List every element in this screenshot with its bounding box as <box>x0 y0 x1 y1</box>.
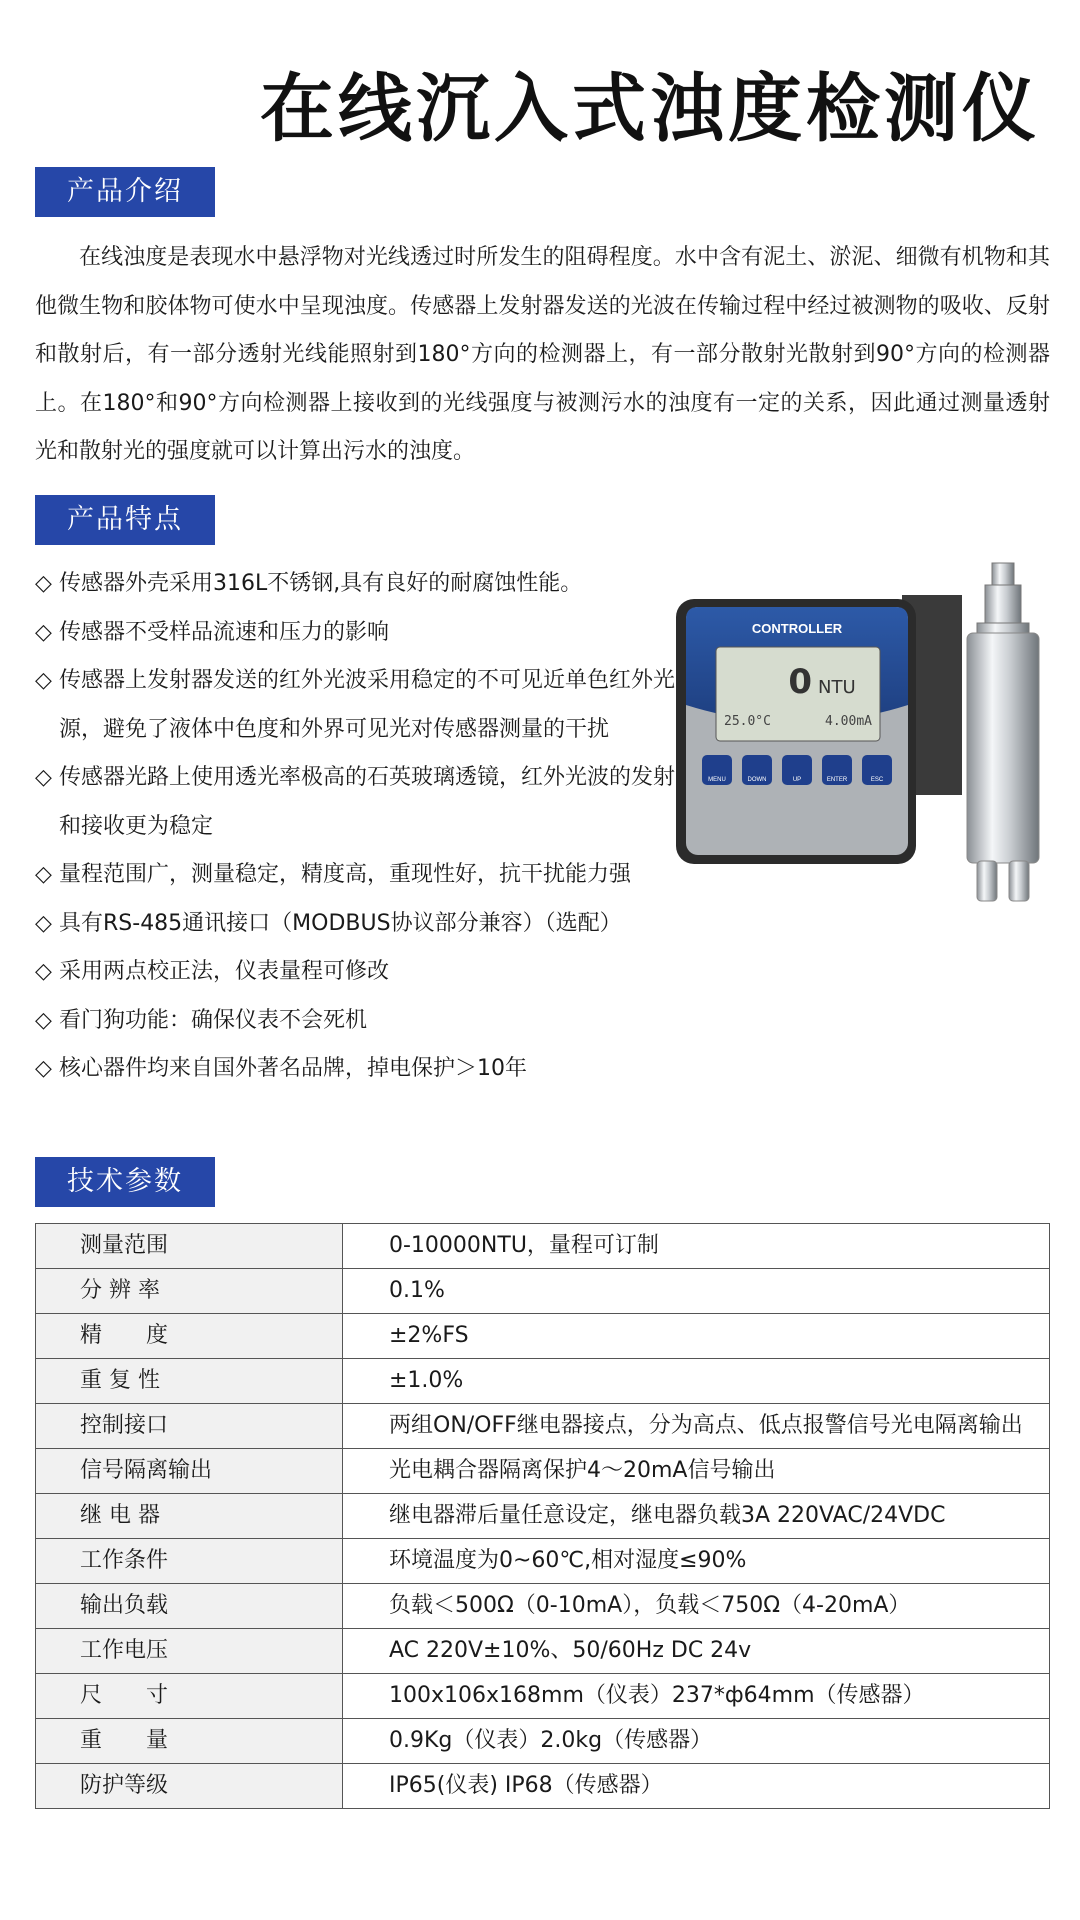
feature-text: 传感器光路上使用透光率极高的石英玻璃透镜，红外光波的发射和接收更为稳定 <box>59 765 676 839</box>
spec-row <box>36 1449 1050 1494</box>
spec-row <box>36 1359 1050 1404</box>
turbidity-device-image <box>672 555 1062 925</box>
spec-row <box>36 1584 1050 1629</box>
spec-value: 100x106x168mm（仪表）237*ф64mm（传感器） <box>343 1674 1050 1719</box>
feature-text: 传感器外壳采用316L不锈钢,具有良好的耐腐蚀性能。 <box>59 571 583 596</box>
feature-item <box>35 1045 675 1094</box>
feature-text: 传感器不受样品流速和压力的影响 <box>59 619 390 645</box>
spec-label: 控制接口 <box>36 1404 343 1449</box>
current-readout: 4.00mA <box>825 714 872 729</box>
feature-item <box>35 900 675 949</box>
controller-brand-label: CONTROLLER <box>751 621 843 636</box>
feature-item <box>35 560 675 609</box>
feature-item <box>35 851 675 900</box>
spec-label: 信号隔离输出 <box>36 1449 343 1494</box>
feature-list <box>35 560 675 1094</box>
controller-button-label: ENTER <box>826 777 848 783</box>
spec-row <box>36 1269 1050 1314</box>
controller-unit <box>676 595 962 864</box>
spec-row <box>36 1764 1050 1809</box>
spec-row <box>36 1719 1050 1764</box>
spec-label: 测量范围 <box>36 1224 343 1269</box>
controller-button-label: UP <box>792 777 802 783</box>
feature-text: 量程范围广，测量稳定，精度高，重现性好，抗干扰能力强 <box>59 862 632 887</box>
spec-label: 重 复 性 <box>36 1359 343 1404</box>
intro-paragraph: 在线浊度是表现水中悬浮物对光线透过时所发生的阻碍程度。水中含有泥土、淤泥、细微有机物和其他微生物和胶体物可使水中呈现浊度。传感器上发射器发送的光波在传输过程中经过被测物的吸收、反射和散射后，有一部分透射光线能照射到180°方向的检测器上，有一部分散射光散射到90°方向的检测器上。在180°和90°方向检测器上接收到的光线强度与被测污水的浊度有一定的关系，因此通过测量透射光和散射光的强度就可以计算出污水的浊度。 <box>35 245 1050 464</box>
feature-text: 采用两点校正法，仪表量程可修改 <box>59 959 390 984</box>
diamond-bullet-icon: ◇ <box>35 910 52 936</box>
diamond-bullet-icon: ◇ <box>35 1056 52 1081</box>
diamond-bullet-icon: ◇ <box>35 862 52 887</box>
temperature-readout: 25.0°C <box>724 714 771 729</box>
spec-value: AC 220V±10%、50/60Hz DC 24v <box>343 1629 1050 1674</box>
spec-label: 继 电 器 <box>36 1494 343 1539</box>
spec-label: 分 辨 率 <box>36 1269 343 1314</box>
spec-value: 环境温度为0~60℃,相对湿度≤90% <box>343 1539 1050 1584</box>
controller-button-label: MENU <box>708 777 726 783</box>
spec-value: IP65(仪表) IP68（传感器） <box>343 1764 1050 1809</box>
feature-item <box>35 754 675 851</box>
spec-value: ±2%FS <box>343 1314 1050 1359</box>
page-title: 在线沉入式浊度检测仪 <box>260 66 1040 152</box>
feature-text: 核心器件均来自国外著名品牌，掉电保护＞10年 <box>59 1056 527 1081</box>
controller-buttons <box>702 755 892 785</box>
spec-label: 尺 寸 <box>36 1674 343 1719</box>
spec-label: 输出负载 <box>36 1584 343 1629</box>
spec-label: 精 度 <box>36 1314 343 1359</box>
spec-row <box>36 1674 1050 1719</box>
section-heading-intro: 产品介绍 <box>35 167 215 217</box>
feature-item <box>35 609 675 658</box>
controller-button-label: ESC <box>870 777 884 783</box>
feature-item <box>35 657 675 754</box>
spec-value: 0.1% <box>343 1269 1050 1314</box>
diamond-bullet-icon: ◇ <box>35 1007 52 1033</box>
spec-label: 工作条件 <box>36 1539 343 1584</box>
diamond-bullet-icon: ◇ <box>35 619 52 645</box>
spec-label: 防护等级 <box>36 1764 343 1809</box>
spec-value: 0-10000NTU，量程可订制 <box>343 1224 1050 1269</box>
diamond-bullet-icon: ◇ <box>35 571 52 596</box>
spec-value: 负载＜500Ω（0-10mA），负载＜750Ω（4-20mA） <box>343 1584 1050 1629</box>
spec-value: 两组ON/OFF继电器接点，分为高点、低点报警信号光电隔离输出 <box>343 1404 1050 1449</box>
spec-table <box>35 1223 1050 1809</box>
spec-row <box>36 1314 1050 1359</box>
spec-value: ±1.0% <box>343 1359 1050 1404</box>
spec-value: 继电器滞后量任意设定，继电器负载3A 220VAC/24VDC <box>343 1494 1050 1539</box>
feature-text: 看门狗功能：确保仪表不会死机 <box>59 1007 368 1033</box>
spec-row <box>36 1629 1050 1674</box>
spec-label: 重 量 <box>36 1719 343 1764</box>
spec-row <box>36 1494 1050 1539</box>
feature-item <box>35 948 675 997</box>
sensor-probe <box>967 563 1039 901</box>
controller-button-label: DOWN <box>747 777 767 783</box>
reading-value: 0 <box>788 662 812 702</box>
feature-item <box>35 997 675 1046</box>
diamond-bullet-icon: ◇ <box>35 959 52 984</box>
diamond-bullet-icon: ◇ <box>35 765 52 790</box>
feature-text: 具有RS-485通讯接口（MODBUS协议部分兼容）（选配） <box>59 910 622 936</box>
spec-label: 工作电压 <box>36 1629 343 1674</box>
section-heading-params: 技术参数 <box>35 1157 215 1207</box>
spec-row <box>36 1404 1050 1449</box>
spec-value: 光电耦合器隔离保护4～20mA信号输出 <box>343 1449 1050 1494</box>
diamond-bullet-icon: ◇ <box>35 668 52 693</box>
section-heading-features: 产品特点 <box>35 495 215 545</box>
spec-value: 0.9Kg（仪表）2.0kg（传感器） <box>343 1719 1050 1764</box>
reading-unit: NTU <box>818 677 856 698</box>
feature-text: 传感器上发射器发送的红外光波采用稳定的不可见近单色红外光源，避免了液体中色度和外界可见光对传感器测量的干扰 <box>59 668 676 742</box>
spec-row <box>36 1539 1050 1584</box>
spec-row <box>36 1224 1050 1269</box>
